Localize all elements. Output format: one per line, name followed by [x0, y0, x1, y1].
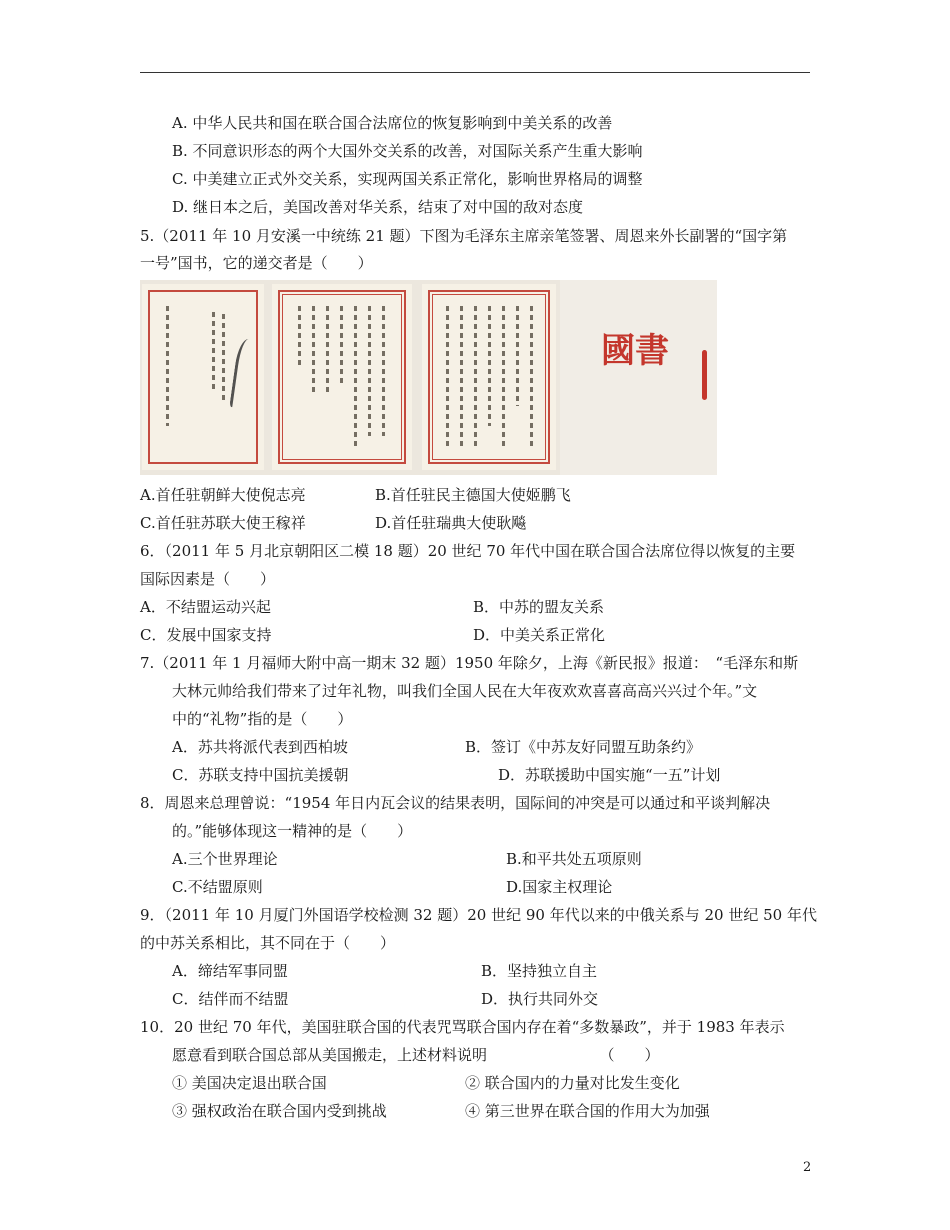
q8-option-a: A.三个世界理论: [172, 850, 278, 868]
q4-option-a: A. 中华人民共和国在联合国合法席位的恢复影响到中美关系的改善: [172, 114, 613, 132]
q4-option-c: C. 中美建立正式外交关系，实现两国关系正常化，影响世界格局的调整: [172, 170, 643, 188]
q6-option-a: A．不结盟运动兴起: [140, 598, 271, 616]
q9-option-b: B．坚持独立自主: [481, 962, 598, 980]
q9-stem-line1: 9．（2011 年 10 月厦门外国语学校检测 32 题）20 世纪 90 年代以来的中俄关系与 20 世纪 50 年代: [140, 906, 817, 924]
q6-stem-line1: 6．（2011 年 5 月北京朝阳区二模 18 题）20 世纪 70 年代中国在联合国合法席位得以恢复的主要: [140, 542, 796, 560]
q8-stem-line1: 8．周恩来总理曾说：“1954 年日内瓦会议的结果表明，国际间的冲突是可以通过和平谈判解决: [140, 794, 771, 812]
q6-option-d: D．中美关系正常化: [473, 626, 606, 644]
q6-option-b: B．中苏的盟友关系: [473, 598, 605, 616]
q8-option-c: C.不结盟原则: [172, 878, 263, 896]
q6-option-c: C．发展中国家支持: [140, 626, 272, 644]
q7-option-d: D．苏联援助中国实施“一五”计划: [498, 766, 721, 784]
q10-option-4: ④ 第三世界在联合国的作用大为加强: [465, 1102, 710, 1120]
q7-stem-line2: 大林元帅给我们带来了过年礼物，叫我们全国人民在大年夜欢欢喜喜高高兴兴过个年。”文: [172, 682, 758, 700]
q9-option-a: A．缔结军事同盟: [172, 962, 288, 980]
q10-stem-line1: 10．20 世纪 70 年代，美国驻联合国的代表咒骂联合国内存在着“多数暴政”，并于 1983 年表示: [140, 1018, 785, 1036]
q5-stem-line1: 5.（2011 年 10 月安溪一中统练 21 题）下图为毛泽东主席亲笔签署、周恩来外长副署的“国字第: [140, 227, 788, 245]
state-letter-image: [140, 280, 717, 475]
envelope-panel: [560, 280, 717, 475]
q9-stem-line2: 的中苏关系相比，其不同在于（ ）: [140, 934, 396, 952]
q10-option-1: ① 美国决定退出联合国: [172, 1074, 327, 1092]
q5-option-d: D.首任驻瑞典大使耿飚: [375, 514, 527, 532]
letter-page-2: [272, 284, 412, 470]
q7-option-b: B．签订《中苏友好同盟互助条约》: [465, 738, 702, 756]
header-rule: [140, 72, 810, 73]
q10-option-3: ③ 强权政治在联合国内受到挑战: [172, 1102, 387, 1120]
guoshu-seal-text: 國書: [601, 331, 669, 371]
q4-option-b: B. 不同意识形态的两个大国外交关系的改善，对国际关系产生重大影响: [172, 142, 643, 160]
q8-option-b: B.和平共处五项原则: [506, 850, 642, 868]
q9-option-c: C．结伴而不结盟: [172, 990, 289, 1008]
q7-stem-line1: 7.（2011 年 1 月福师大附中高一期末 32 题）1950 年除夕，上海《新民报》报道： “毛泽东和斯: [140, 654, 799, 672]
q7-stem-line3: 中的“礼物”指的是（ ）: [172, 710, 353, 728]
q4-option-d: D. 继日本之后，美国改善对华关系，结束了对中国的敌对态度: [172, 198, 584, 216]
q7-option-c: C．苏联支持中国抗美援朝: [172, 766, 349, 784]
q5-option-b: B.首任驻民主德国大使姬鹏飞: [375, 486, 571, 504]
letter-page-3: [422, 284, 556, 470]
page-number: 2: [803, 1160, 812, 1175]
q8-option-d: D.国家主权理论: [506, 878, 613, 896]
q5-option-c: C.首任驻苏联大使王稼祥: [140, 514, 306, 532]
q10-stem-line2: 愿意看到联合国总部从美国搬走，上述材料说明 （ ）: [172, 1046, 660, 1064]
q5-stem-line2: 一号”国书，它的递交者是（ ）: [140, 254, 373, 272]
q5-option-a: A.首任驻朝鲜大使倪志亮: [140, 486, 306, 504]
q8-stem-line2: 的。”能够体现这一精神的是（ ）: [172, 822, 413, 840]
q10-option-2: ② 联合国内的力量对比发生变化: [465, 1074, 680, 1092]
q9-option-d: D．执行共同外交: [481, 990, 599, 1008]
q6-stem-line2: 国际因素是（ ）: [140, 570, 276, 588]
q7-option-a: A．苏共将派代表到西柏坡: [172, 738, 348, 756]
letter-page-1: [142, 284, 264, 470]
red-stroke-mark: [702, 350, 707, 400]
